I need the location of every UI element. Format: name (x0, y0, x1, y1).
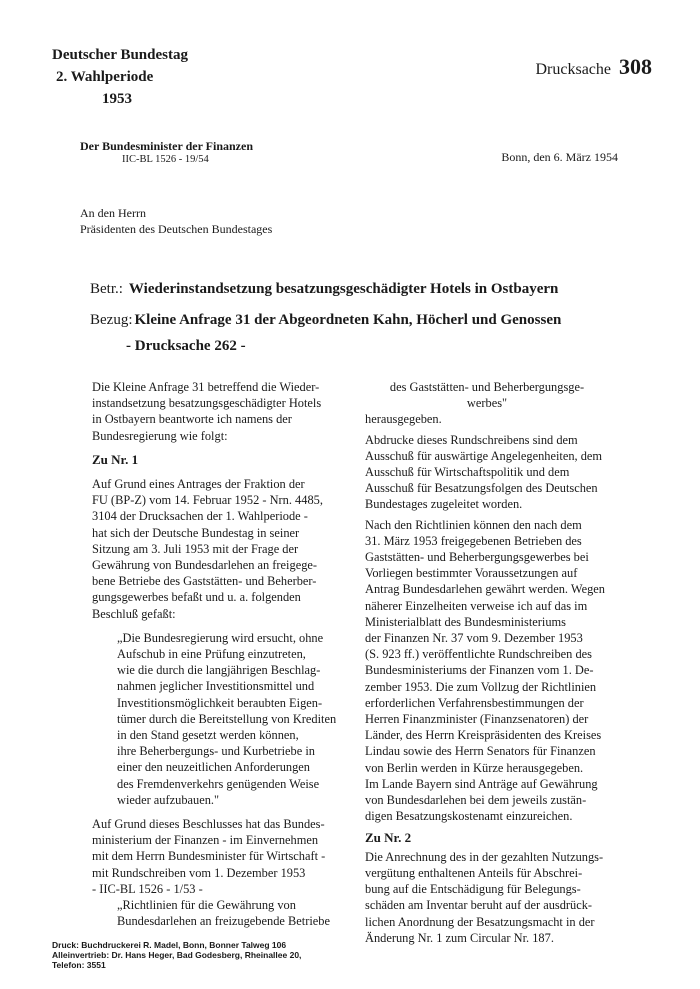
text-line: Nach den Richtlinien können den nach dem (365, 517, 582, 532)
subject-label: Betr.: (90, 281, 123, 297)
text-line: „Die Bundesregierung wird ersucht, ohne (117, 630, 324, 645)
text-line: Auf Grund dieses Beschlusses hat das Bundes- (92, 817, 325, 832)
text-line: Gewährung von Bundesdarlehen an freigege- (92, 558, 318, 573)
text-line: gungsgewerbes befaßt und u. a. folgenden (92, 590, 301, 605)
sender-block (80, 139, 253, 167)
text-line: Ausschuß für Wirtschaftspolitik und dem (365, 465, 570, 480)
text-line: (S. 923 ff.) veröffentlichte Rundschreiben des (365, 647, 592, 662)
text-line: Vorliegen bestimmter Voraussetzungen auf (365, 566, 578, 581)
text-line: Ausschuß für auswärtige Angelegenheiten, dem (365, 448, 603, 463)
text-line: 31. März 1953 freigegebenen Betrieben des (365, 533, 582, 548)
section-heading-1: Zu Nr. 1 (92, 451, 139, 467)
text-line: wieder aufzubauen." (117, 792, 220, 807)
place-date: Bonn, den 6. März 1954 (501, 150, 618, 164)
right-column (365, 379, 609, 946)
text-line: lichen Anordnung der Besatzungsmacht in der (365, 914, 595, 929)
text-line: der Finanzen Nr. 37 vom 9. Dezember 1953 (365, 631, 583, 646)
text-line: in Ostbayern beantworte ich namens der (92, 412, 292, 427)
reference-line (90, 312, 561, 329)
text-line: ministerium der Finanzen - im Einvernehmen (92, 833, 319, 848)
quoted-title-continued (365, 379, 609, 411)
text-line: Abdrucke dieses Rundschreibens sind dem (365, 432, 578, 447)
text-line: Änderung Nr. 1 zum Circular Nr. 187. (365, 930, 554, 945)
text-line: ihre Beherbergungs- und Kurbetriebe in (117, 744, 315, 759)
recipient-line-2: Präsidenten des Deutschen Bundestages (80, 222, 273, 236)
text-line: Auf Grund eines Antrages der Fraktion der (92, 477, 305, 492)
text-line: von Berlin werden in Kürze herausgegeben. (365, 760, 584, 775)
section-heading-2: Zu Nr. 2 (365, 830, 412, 846)
text-line: Lindau sowie des Herrn Senators für Finanzen (365, 744, 596, 759)
text-line: in den Stand gesetzt werden können, (117, 728, 299, 743)
text-line: näherer Einzelheiten verweise ich auf das im (365, 598, 588, 613)
text-line: Die Kleine Anfrage 31 betreffend die Wieder- (92, 380, 320, 394)
sender-reference: IIC-BL 1526 - 19/54 (122, 154, 209, 165)
text-line: werbes" (466, 396, 508, 411)
legislative-period: 2. Wahlperiode (56, 69, 154, 85)
text-line: hat sich der Deutsche Bundestag in seiner (92, 525, 300, 540)
letterhead (52, 44, 188, 110)
text-line: schäden am Inventar beruht auf der ausdrück- (365, 898, 593, 913)
document-label: Drucksache (535, 61, 611, 78)
text-line: des Fremdenverkehrs genügenden Weise (117, 776, 320, 791)
quoted-title (92, 897, 342, 929)
sender-name: Der Bundesminister der Finanzen (80, 139, 254, 153)
text-line: Antrag Bundesdarlehen gewährt werden. Wegen (365, 582, 605, 597)
recipient-line-1: An den Herrn (80, 206, 146, 220)
imprint-line-2: Alleinvertrieb: Dr. Hans Heger, Bad Godesberg, Rheinallee 20, (52, 950, 302, 960)
text-line: Bundesregierung wie folgt: (92, 428, 228, 443)
text-line: zember 1953. Die zum Vollzug der Richtlinien (365, 679, 597, 694)
text-line: Im Lande Bayern sind Anträge auf Gewährung (365, 776, 598, 791)
text-line: mit dem Herrn Bundesminister für Wirtschaft - (92, 849, 326, 864)
text-line: wie die durch die langjährigen Beschlag- (117, 663, 321, 678)
imprint-line-1: Druck: Buchdruckerei R. Madel, Bonn, Bonner Talweg 106 (52, 940, 287, 950)
subject-line (90, 281, 558, 298)
text-line: Die Anrechnung des in der gezahlten Nutzungs- (365, 849, 604, 864)
text-line: mit Rundschreiben vom 1. Dezember 1953 (92, 865, 306, 880)
text-line: Herren Finanzminister (Finanzsenatoren) der (365, 712, 589, 727)
text-line: einer den neuzeitlichen Anforderungen (117, 760, 311, 775)
text-line: tümer durch die Bereitstellung von Krediten (117, 711, 337, 726)
text-line: vergütung enthaltenen Anteils für Abschrei- (365, 865, 583, 880)
text-line: Länder, des Herrn Kreispräsidenten des Kreises (365, 728, 602, 743)
text-line: Ministerialblatt des Bundesministeriums (365, 614, 566, 629)
text-line: herausgegeben. (365, 412, 442, 427)
text-line: nahmen jeglicher Investitionsmittel und (117, 679, 315, 694)
recipient-block (80, 205, 272, 237)
paragraph (365, 849, 609, 946)
paragraph (365, 517, 609, 825)
text-line: bung auf die Entschädigung für Belegungs- (365, 882, 581, 897)
text-line: Beschluß gefaßt: (92, 606, 176, 621)
text-line: „Richtlinien für die Gewährung von (117, 898, 296, 913)
text-line: erforderlichen Verfahrensbestimmungen der (365, 695, 584, 710)
text-line: von Bundesdarlehen bei dem jeweils zustän- (365, 793, 587, 808)
text-line: FU (BP-Z) vom 14. Februar 1952 - Nrn. 4485, (92, 493, 323, 508)
quoted-resolution (92, 630, 342, 808)
text-line: Aufschub in eine Prüfung einzutreten, (117, 647, 306, 662)
text-line: Investitionsmöglichkeit beraubten Eigen- (117, 695, 323, 710)
imprint-line-3: Telefon: 3551 (52, 960, 106, 970)
left-column (92, 379, 342, 930)
institution: Deutscher Bundestag (52, 47, 188, 63)
document-number-value: 308 (619, 54, 652, 79)
text-line: Bundesdarlehen an freizugebende Betriebe (117, 914, 330, 929)
subject-text: Wiederinstandsetzung besatzungsgeschädigter Hotels in Ostbayern (128, 281, 559, 297)
text-line: 3104 der Drucksachen der 1. Wahlperiode - (92, 509, 308, 524)
text-line: Bundestages zugeleitet worden. (365, 497, 523, 512)
intro-paragraph (92, 379, 342, 444)
text-line: digen Besatzungskostenamt einzureichen. (365, 809, 573, 824)
text-line: des Gaststätten- und Beherbergungsge- (389, 380, 585, 394)
reference-text: Kleine Anfrage 31 der Abgeordneten Kahn, Höcherl und Genossen (134, 312, 562, 328)
text-line: bene Betriebe des Gaststätten- und Beherber- (92, 574, 317, 589)
text-line: Gaststätten- und Beherbergungsgewerbes bei (365, 550, 589, 565)
text-line: Bundesministeriums der Finanzen vom 1. De- (365, 663, 594, 678)
text-line: instandsetzung besatzungsgeschädigter Hotels (92, 396, 322, 411)
text-line: - IIC-BL 1526 - 1/53 - (92, 881, 203, 896)
text-line: Sitzung am 3. Juli 1953 mit der Frage der (92, 541, 299, 556)
year: 1953 (102, 91, 132, 107)
paragraph (365, 432, 609, 513)
reference-label: Bezug: (90, 312, 133, 328)
document-number (535, 54, 652, 80)
text-line: Ausschuß für Besatzungsfolgen des Deutschen (365, 481, 598, 496)
paragraph (92, 476, 342, 622)
printer-imprint (52, 940, 302, 970)
reference-line-2: - Drucksache 262 - (126, 338, 246, 354)
paragraph (92, 816, 342, 897)
